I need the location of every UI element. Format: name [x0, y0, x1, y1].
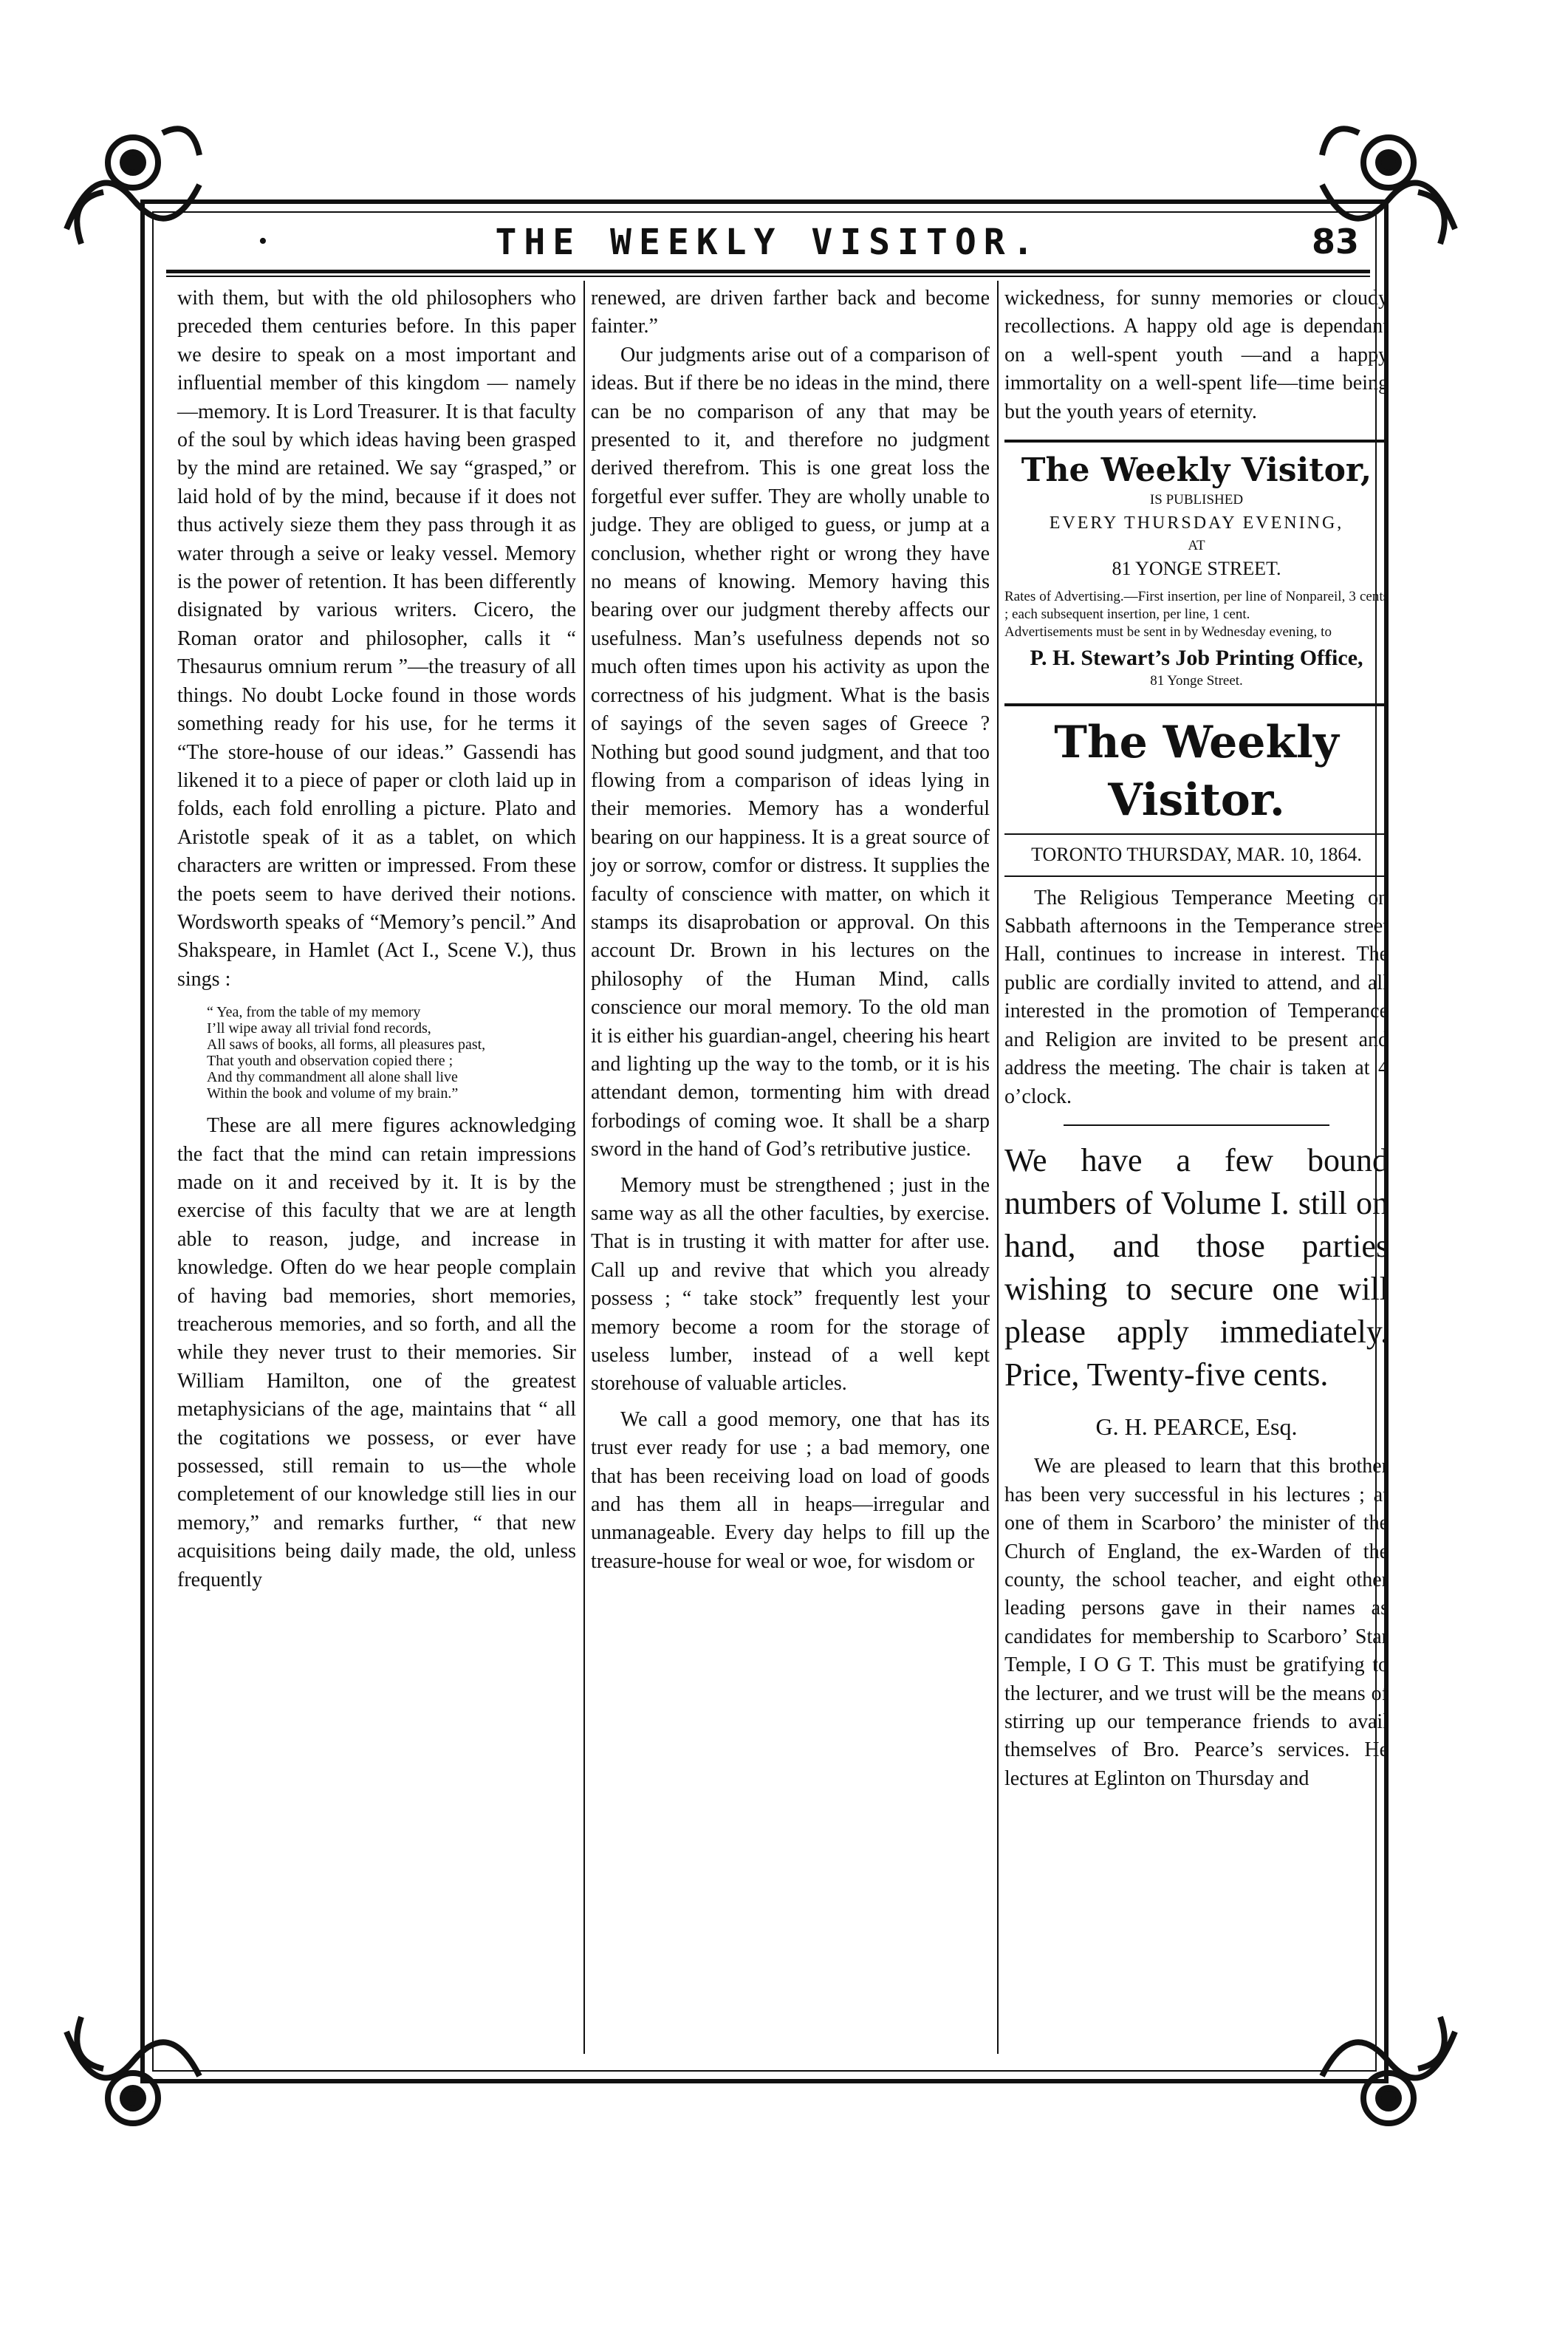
notice-ads: Advertisements must be sent in by Wednesday evening, to: [1004, 624, 1332, 640]
dateline-rule: [1004, 875, 1389, 877]
column-divider: [997, 281, 999, 2054]
page-header: [162, 222, 1374, 266]
article-paragraph: We call a good memory, one that has its trust ever ready for use ; a bad memory, one that has been receiving load on load of goods and has them all in heaps—irregular and unmanageable. Every day helps to fill up the treasure-house for weal or woe, for wisdom or: [591, 1407, 990, 1573]
quote-line: And thy commandment all alone shall live: [207, 1069, 458, 1086]
quote-line: Within the book and volume of my brain.”: [207, 1085, 459, 1102]
column-1: [177, 284, 576, 1594]
article-paragraph: Memory must be strengthened ; just in the same way as all the other faculties, by exercise. That is in trusting it with matter for after use. Call up and revive that which you already possess ; “ take stock” frequently lest your memory become a room for the storage of useless lumber, instead of a well kept storehouse of valuable articles.: [591, 1173, 990, 1396]
article-paragraph: The Religious Temperance Meeting on Sabbath afternoons in the Temperance street Hall, continues to increase in interest. The public are cordially invited to attend, and all interested in the promotion of Temperance and Religion are invited to be present and address the meeting. The chair is taken at 4 o’clock.: [1004, 886, 1389, 1108]
section-heading: G. H. PEARCE, Esq.: [1095, 1413, 1298, 1440]
article-paragraph: with them, but with the old philosophers who preceded them centuries before. In this paper we desire to speak on a most important and influential member of this kingdom — namely—memory. It is Lord Treasurer. It is that faculty of the soul by which ideas having been grasped by the mind are retained. We say “grasped,” or laid hold of by the mind, because if it does not thus actively sieze them they pass through it as water through a seive or leaky vessel. Memory is the power of retention. It has been differently disignated by various writers. Cicero, the Roman orator and philosopher, calls it “ Thesaurus omnium rerum ”—the treasury of all things. No doubt Locke found in those words something ready for his use, for he terms it “The store-house of our ideas.” Gassendi has likened it to a piece of paper or cloth laid up in folds, each fold enrolling a picture. Plato and Aristotle speak of it as a tablet, on which characters are written or impressed. From these the poets seem to have derived their notions. Wordsworth speaks of “Memory’s pencil.” And Shakspeare, in Hamlet (Act I., Scene V.), thus sings :: [177, 287, 576, 991]
notice-office: P. H. Stewart’s Job Printing Office,: [1030, 645, 1363, 670]
big-title: The Weekly Visitor.: [1054, 717, 1339, 827]
header-rule: [166, 270, 1370, 273]
section-rule: [1004, 703, 1389, 706]
masthead: THE WEEKLY VISITOR.: [495, 222, 1041, 263]
bound-volume-ad: We have a few bound numbers of Volume I. still on hand, and those parties wishing to secure one will please apply immediately. Price, Twenty-five cents.: [1004, 1141, 1389, 1393]
notice-title: The Weekly Visitor,: [1021, 451, 1372, 490]
shakespeare-quote: [207, 1004, 576, 1102]
article-paragraph: wickedness, for sunny memories or cloudy recollections. A happy old age is dependant on a well-spent youth —and a happy immortality on a well-spent life—time being but the youth years of eternity.: [1004, 287, 1389, 423]
notice-office-address: 81 Yonge Street.: [1150, 673, 1243, 689]
header-rule-thin: [166, 276, 1370, 277]
flourish-bottom-right-icon: [1307, 2002, 1470, 2150]
article-paragraph: These are all mere figures acknowledging the fact that the mind can retain impressions made on it and received by it. It is by the exercise of this faculty that we are at length able to reason, judge, and increase in knowledge. Often do we hear people complain of having bad memories, short memories, treacherous memories, and so forth, and all the while they never trust to their memories. Sir William Hamilton, one of the greatest metaphysicians of the age, maintains that “ all the cogitations we possess, or ever have possessed, still remain to us—the whole completement of our knowledge still lies in our memory,” and remarks further, “ that new acquisitions being daily made, the old, unless frequently: [177, 1114, 576, 1591]
quote-line: All saws of books, all forms, all pleasures past,: [207, 1037, 486, 1054]
notice-is-published: IS PUBLISHED: [1149, 492, 1244, 508]
title-rule: [1004, 833, 1389, 835]
column-2: [591, 284, 990, 1576]
article-paragraph: renewed, are driven farther back and become fainter.”: [591, 287, 990, 338]
section-rule: [1004, 440, 1389, 443]
header-dot-icon: •: [259, 228, 267, 255]
short-rule: [1064, 1124, 1329, 1126]
dateline: TORONTO THURSDAY, MAR. 10, 1864.: [1031, 844, 1362, 866]
notice-at: AT: [1188, 538, 1205, 554]
article-paragraph: Our judgments arise out of a comparison of ideas. But if there be no ideas in the mind, there can be no comparison of any that may be presented to it, and therefore no judgment derived therefrom. This is one great loss the forgetful ever suffer. They are wholly unable to judge. They are obliged to guess, or jump at a conclusion, whether right or wrong they have no means of knowing. Memory having this bearing over our judgment thereby affects our usefulness. Man’s usefulness depends not so much often times upon his activity as upon the correctness of his judgment. What is the basis of sayings of the seven sages of Greece ? Nothing but good sound judgment, and that too flowing from a comparison of ideas lying in their memories. Memory has a wonderful bearing on our happiness. It is a great source of joy or sorrow, comfor or distress. It supplies the faculty of conscience with matter, on which it stamps its disaprobation or approval. On this account Dr. Brown in his lectures on the philosophy of the Human Mind, calls conscience our moral memory. To the old man it is either his guardian-angel, cheering his heart and lighting up the way to the tomb, or it is his attendant demon, tormenting him with dread forbodings of coming woe. It shall be a sharp sword in the hand of God’s retributive justice.: [591, 343, 990, 1161]
column-divider: [583, 281, 585, 2054]
article-paragraph: We are pleased to learn that this brother has been very successful in his lectures ; at one of them in Scarboro’ the minister of the Church of England, the ex-Warden of the county, the school teacher, and eight other leading persons gave in their names as candidates for membership to Scarboro’ Star Temple, I O G T. This must be gratifying to the lecturer, and we trust will be the means of stirring up our temperance friends to avail themselves of Bro. Pearce’s services. He lectures at Eglinton on Thursday and: [1004, 1455, 1389, 1790]
page-number: 83: [1311, 222, 1359, 262]
notice-rates: Rates of Advertising.—First insertion, per line of Nonpareil, 3 cents ; each subsequent insertion, per line, 1 cent.: [1004, 588, 1389, 622]
flourish-bottom-left-icon: [52, 2002, 214, 2150]
notice-every: EVERY THURSDAY EVENING,: [1049, 513, 1344, 533]
quote-line: I’ll wipe away all trivial fond records,: [207, 1020, 431, 1037]
notice-address: 81 YONGE STREET.: [1112, 558, 1281, 580]
column-3: [1004, 284, 1389, 1793]
quote-line: “ Yea, from the table of my memory: [207, 1004, 421, 1021]
quote-line: That youth and observation copied there ;: [207, 1053, 453, 1070]
